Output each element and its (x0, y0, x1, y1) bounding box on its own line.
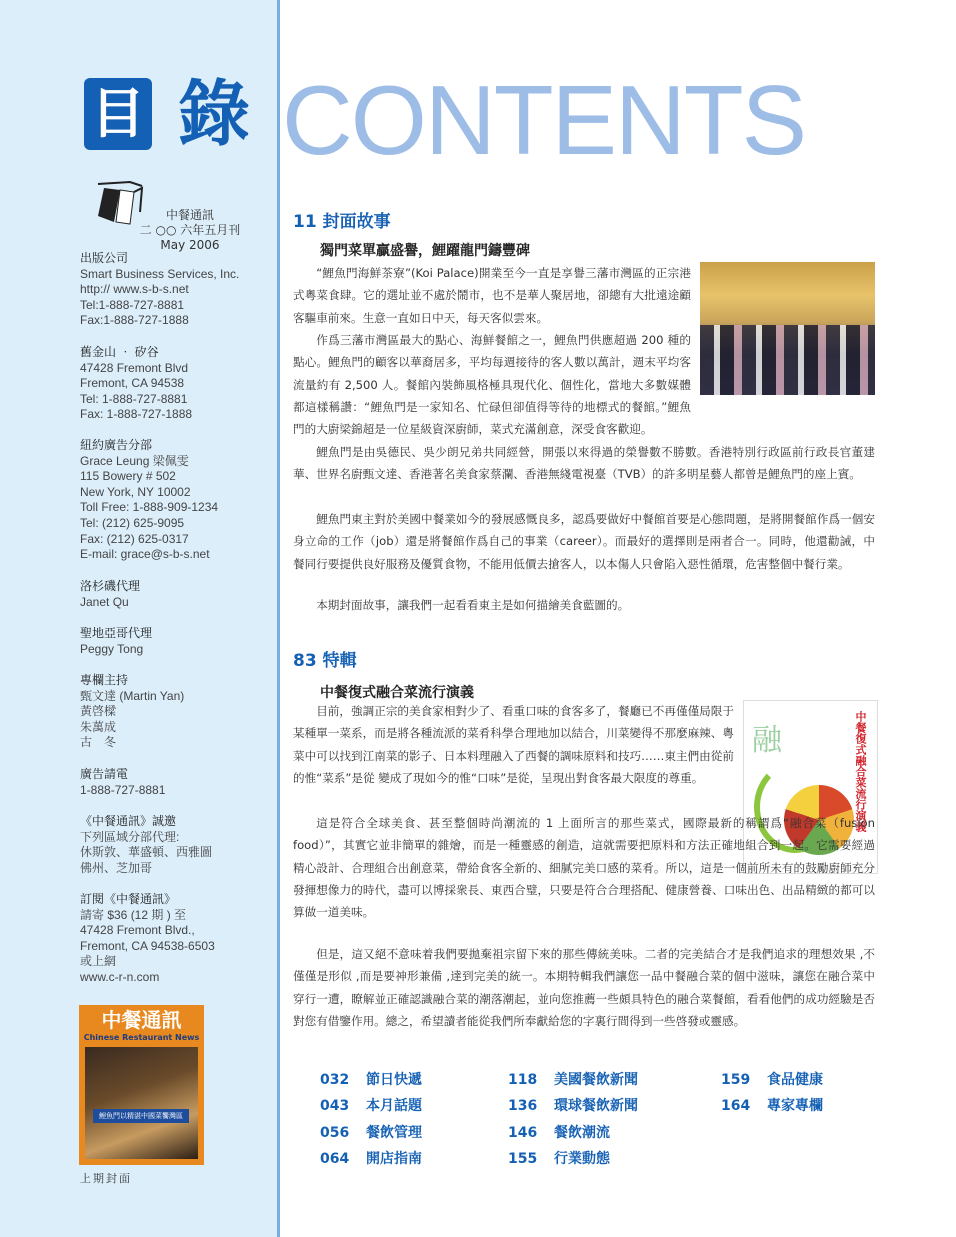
toc-label: 餐飲潮流 (554, 1125, 610, 1141)
side-line: Fremont, CA 94538-6503 (80, 938, 215, 953)
cover-story-paragraph: 本期封面故事，讓我們一起看看東主是如何描繪美食藍圖的。 (316, 598, 630, 612)
cover-story-subheading: 獨門菜單贏盛譽，鯉躍龍門鑄豐碑 (320, 243, 530, 259)
cover-title: 中餐通訊 (101, 1008, 182, 1032)
side-line[interactable]: http:// www.s-b-s.net (80, 282, 189, 297)
title-contents: CONTENTS (282, 65, 805, 175)
side-line: 甄文達 (Martin Yan) (80, 688, 185, 703)
toc-page-number: 056 (320, 1125, 350, 1141)
feature-paragraph: 目前，強調正宗的美食家相對少了、看重口味的食客多了，餐廳已不再僅僅局限于某種單一菜系，而是將各種流派的菜肴科學合理地加以結合，川菜變得不那麼麻辣、粵菜中可以找到江南菜的影子、日本料理融入了西餐的調味原料和技巧……東主們由從前的惟“菜系”是從 變成了現如今的惟“口味”是從，呈現出對食客最大限度的尊重。 (293, 704, 734, 785)
subscribe-block (80, 892, 270, 986)
toc-item[interactable] (721, 1069, 823, 1089)
previous-cover-image (79, 1005, 204, 1165)
cover-story-paragraph: 作爲三藩市灣區最大的點心、海鮮餐館之一，鯉魚門供應超過 200 種的點心。鯉魚門的顧客以華裔居多，平均每週接待的客人數以萬計，週末平均客流量約有 2,500 人。餐館內裝飾風格極具現代化、個性化，當地大多數媒體都這樣稱讚：“鯉魚門是一家知名、忙碌但卻值得等待的地標式的餐館。”鯉魚門的大廚梁錦超是一位星級資深廚師，菜式充滿創意，深受食客歡迎。 (293, 333, 691, 437)
cover-photo (85, 1047, 198, 1159)
toc-item[interactable] (320, 1069, 422, 1089)
cover-story-photo (700, 262, 875, 395)
toc-item[interactable] (508, 1122, 610, 1142)
toc-page-number: 164 (721, 1098, 751, 1114)
cover-story-paragraph: 鯉魚門東主對於美國中餐業如今的發展感慨良多，認爲要做好中餐館首要是心態問題，是將開餐館作爲一個安身立命的工作（job）還是將餐館作爲自己的事業（career）。而最好的選擇則是兩者合一。同時，他還勸誡，中餐同行要提供良好服務及優質食物，不能用低價去搶客人，以本傷人只會陷入惡性循環，危害整個中餐行業。 (293, 512, 875, 571)
toc-label: 美國餐飲新聞 (554, 1072, 638, 1088)
toc-page-number: 155 (508, 1151, 538, 1167)
side-line: 或上網 (80, 954, 117, 969)
toc-label: 食品健康 (767, 1072, 823, 1088)
side-line: Smart Business Services, Inc. (80, 266, 240, 281)
side-line: Fax: (212) 625-0317 (80, 531, 189, 546)
sd-agent-block (80, 626, 270, 657)
side-line: 下列區域分部代理: (80, 829, 180, 844)
toc-label: 環球餐飲新聞 (554, 1098, 638, 1114)
side-line: Tel:1-888-727-8881 (80, 297, 185, 312)
divider (277, 0, 280, 1237)
side-line: Janet Qu (80, 594, 129, 609)
side-line: 《中餐通訊》誠邀 (80, 814, 177, 828)
side-line: Toll Free: 1-888-909-1234 (80, 500, 219, 515)
toc-page-number: 136 (508, 1098, 538, 1114)
branches-block (80, 814, 270, 876)
publisher-block (80, 251, 270, 329)
toc-item[interactable] (320, 1095, 422, 1115)
side-line: Fax:1-888-727-1888 (80, 313, 189, 328)
side-line: Tel: 1-888-727-8881 (80, 391, 188, 406)
toc-page-number: 159 (721, 1072, 751, 1088)
issue-date-en: May 2006 (160, 238, 220, 252)
toc-page-number: 032 (320, 1072, 350, 1088)
side-line: Peggy Tong (80, 641, 144, 656)
toc-label: 專家專欄 (767, 1098, 823, 1114)
toc-page-number: 043 (320, 1098, 350, 1114)
side-line: 聖地亞哥代理 (80, 626, 153, 640)
cover-story-paragraph: “鯉魚門海鮮茶寮”(Koi Palace)開業至今一直是享譽三藩市灣區的正宗港式粵菜食肆。它的選址並不處於鬧市，也不是華人聚居地，卻總有大批遠途顧客驅車前來。生意一直如日中天，每天客似雲來。 (293, 266, 691, 325)
toc-item[interactable] (320, 1148, 422, 1168)
side-line: 舊金山 ‧ 矽谷 (80, 345, 159, 359)
side-line: 廣告請電 (80, 767, 129, 781)
section-feature-heading[interactable]: 83 特輯 (293, 651, 357, 671)
side-line: 訂閱《中餐通訊》 (80, 892, 177, 906)
side-line: 47428 Fremont Blvd (80, 360, 189, 375)
toc-page-number: 064 (320, 1151, 350, 1167)
side-line: Fremont, CA 94538 (80, 376, 185, 391)
feature-paragraph: 這是符合全球美食、甚至整個時尚潮流的 1 上面所言的那些菜式，國際最新的稱謂爲“融合菜（fusion food）”，其實它並非簡單的雜燴，而是一種靈感的創造，這就需要把原料和方法正確地組合到一起。它需要經過精心設計、合理組合出創意菜，帶給食客全新的、細膩完美口感的菜肴。所以，這是一個前所未有的鼓勵廚師充分發揮想像力的時代，盡可以博採衆長、東西合璧，只要是符合合理搭配、健康營養、口味出色、出品精緻的都可以算做一道美味。 (293, 816, 875, 920)
section-cover-story-heading[interactable]: 11 封面故事 (293, 212, 391, 232)
toc-label: 開店指南 (366, 1151, 422, 1167)
side-line: Tel: (212) 625-9095 (80, 515, 185, 530)
side-line: 朱萬成 (80, 719, 117, 734)
toc-page-number: 118 (508, 1072, 538, 1088)
cover-story-paragraph: 鯉魚門是由吳德民、吳少朗兄弟共同經營，開張以來得過的榮譽數不勝數。香港特別行政區前行政長官董建華、世界名廚甄文達、香港著名美食家蔡瀾、香港無綫電視臺（TVB）的許多明星藝人都曾是鯉魚門的座上賓。 (293, 445, 875, 482)
side-line: 黃啓樑 (80, 704, 117, 719)
issue-name: 中餐通訊 (165, 208, 214, 222)
side-line: 洛杉磯代理 (80, 579, 141, 593)
side-line: 出版公司 (80, 251, 129, 265)
cover-subtitle: Chinese Restaurant News (83, 1033, 200, 1042)
ad-hotline-block (80, 767, 270, 798)
toc-item[interactable] (508, 1095, 638, 1115)
feature-subheading: 中餐復式融合菜流行演義 (320, 685, 474, 701)
la-agent-block (80, 579, 270, 610)
side-line: 紐約廣告分部 (80, 438, 153, 452)
toc-item[interactable] (508, 1069, 638, 1089)
side-line: 1-888-727-8881 (80, 782, 166, 797)
book-character: 融 (752, 723, 782, 758)
side-line: 47428 Fremont Blvd., (80, 923, 195, 938)
title-cjk-1: 目 (84, 78, 152, 150)
side-line: 請寄 $36 (12 期 ) 至 (80, 907, 187, 922)
book-title: 中餐復式融合菜流行演義 (854, 711, 867, 832)
side-line: 佛州、芝加哥 (80, 860, 153, 875)
toc-label: 行業動態 (554, 1151, 610, 1167)
side-line: 專欄主持 (80, 673, 129, 687)
side-line: 休斯敦、華盛頓、西雅圖 (80, 845, 213, 860)
title-cjk-2: 錄 (178, 72, 251, 156)
toc-page-number: 146 (508, 1125, 538, 1141)
issue-info (130, 208, 250, 253)
side-line: 古 冬 (80, 735, 117, 750)
issue-date-cn: 二 ○○ 六年五月刊 (139, 223, 241, 237)
side-line[interactable]: E-mail: grace@s-b-s.net (80, 547, 210, 562)
toc-label: 餐飲管理 (366, 1125, 422, 1141)
toc-item[interactable] (721, 1095, 823, 1115)
feature-paragraph: 但是，這又絕不意味着我們要拋棄祖宗留下來的那些傳統美味。二者的完美結合才是我們追求的理想效果 ,不僅僅是形似 ,而是要神形兼備 ,達到完美的統一。本期特輯我們讓您一品中餐融合菜的個中滋味，讓您在融合菜中穿行一遭，瞭解並正確認識融合菜的潮落潮起，並向您推薦一些頗具特色的融合菜餐館，看看他們的成功經驗是否對您有借鑒作用。總之，希望讀者能從我們所奉獻給您的字裏行間得到一些啓發或靈感。 (293, 947, 875, 1028)
toc-label: 本月話題 (366, 1098, 422, 1114)
toc-item[interactable] (320, 1122, 422, 1142)
sf-office-block (80, 345, 270, 423)
ny-office-block (80, 438, 270, 563)
toc-item[interactable] (508, 1148, 610, 1168)
side-line[interactable]: www.c-r-n.com (80, 969, 160, 984)
cover-banner: 鯉魚門以精湛中國菜饗灣區 (93, 1109, 189, 1123)
side-line: 115 Bowery # 502 (80, 469, 176, 484)
columnists-block (80, 673, 270, 751)
side-line: Fax: 1-888-727-1888 (80, 407, 193, 422)
side-line: Grace Leung 梁佩雯 (80, 453, 189, 468)
cover-caption: 上期封面 (80, 1172, 132, 1185)
side-line: New York, NY 10002 (80, 484, 191, 499)
toc-label: 節日快遞 (366, 1072, 422, 1088)
